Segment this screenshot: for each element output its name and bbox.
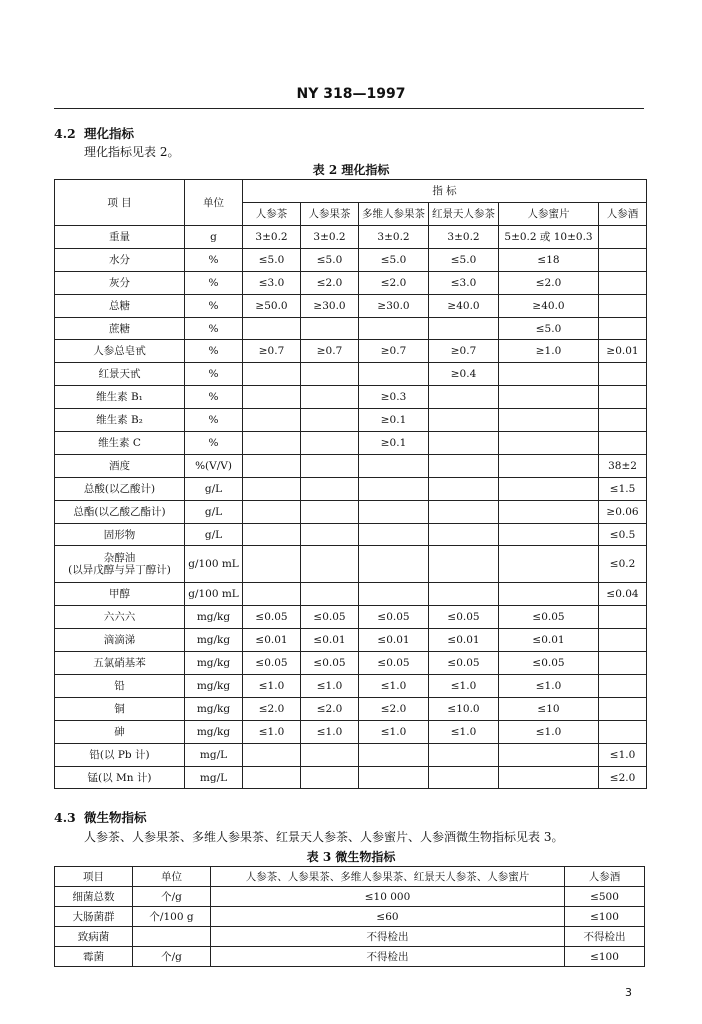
unit-cell: g/100 mL bbox=[185, 583, 243, 606]
table-row bbox=[55, 927, 645, 947]
value-cell bbox=[359, 546, 429, 583]
value-cell: ≥0.7 bbox=[359, 340, 429, 363]
value-cell: ≤100 bbox=[565, 907, 645, 927]
item-name: 维生素 C bbox=[55, 432, 185, 455]
value-cell: ≥50.0 bbox=[243, 294, 301, 317]
item-name: 细菌总数 bbox=[55, 887, 133, 907]
table3-caption: 表 3 微生物指标 bbox=[306, 850, 396, 864]
value-cell bbox=[429, 477, 499, 500]
item-name: 总酸(以乙酸计) bbox=[55, 477, 185, 500]
value-cell: ≥0.7 bbox=[243, 340, 301, 363]
item-name: 滴滴涕 bbox=[55, 629, 185, 652]
unit-cell: g/L bbox=[185, 500, 243, 523]
section-4-2-text: 理化指标见表 2。 bbox=[84, 145, 180, 159]
value-cell: ≤5.0 bbox=[359, 248, 429, 271]
table-row bbox=[55, 454, 647, 477]
value-cell: ≥0.3 bbox=[359, 386, 429, 409]
table3-body bbox=[55, 887, 645, 967]
unit-cell: % bbox=[185, 294, 243, 317]
value-cell: ≥0.06 bbox=[599, 500, 647, 523]
value-cell bbox=[359, 523, 429, 546]
value-cell bbox=[599, 226, 647, 249]
table-row bbox=[55, 675, 647, 698]
value-cell: ≤5.0 bbox=[243, 248, 301, 271]
value-cell: ≤1.5 bbox=[599, 477, 647, 500]
page-number: 3 bbox=[625, 986, 632, 999]
value-cell bbox=[243, 766, 301, 789]
value-cell: ≥0.1 bbox=[359, 432, 429, 455]
unit-cell: % bbox=[185, 409, 243, 432]
value-cell: ≤0.05 bbox=[243, 652, 301, 675]
table-row bbox=[55, 583, 647, 606]
value-cell: ≤0.05 bbox=[243, 606, 301, 629]
table-row bbox=[55, 720, 647, 743]
value-cell bbox=[243, 386, 301, 409]
value-cell bbox=[243, 432, 301, 455]
value-cell: ≥0.4 bbox=[429, 363, 499, 386]
item-name: 蔗糖 bbox=[55, 317, 185, 340]
value-cell: ≥30.0 bbox=[359, 294, 429, 317]
value-cell bbox=[301, 432, 359, 455]
value-cell bbox=[243, 546, 301, 583]
item-name: 重量 bbox=[55, 226, 185, 249]
value-cell bbox=[599, 294, 647, 317]
value-cell bbox=[243, 363, 301, 386]
unit-cell: % bbox=[185, 317, 243, 340]
table-row bbox=[55, 477, 647, 500]
value-cell bbox=[359, 500, 429, 523]
unit-cell: mg/kg bbox=[185, 652, 243, 675]
value-cell bbox=[429, 546, 499, 583]
value-cell: ≤5.0 bbox=[429, 248, 499, 271]
value-cell: ≤0.05 bbox=[429, 606, 499, 629]
value-cell: 3±0.2 bbox=[301, 226, 359, 249]
value-cell bbox=[359, 454, 429, 477]
value-cell bbox=[599, 248, 647, 271]
table2-head-unit: 单位 bbox=[185, 180, 243, 226]
table-row bbox=[55, 226, 647, 249]
value-cell bbox=[499, 766, 599, 789]
item-name: 霉菌 bbox=[55, 947, 133, 967]
value-cell bbox=[599, 363, 647, 386]
table3-head-products: 人参茶、人参果茶、多维人参果茶、红景天人参茶、人参蜜片 bbox=[211, 867, 565, 887]
unit-cell: 个/g bbox=[133, 947, 211, 967]
value-cell bbox=[499, 386, 599, 409]
unit-cell: mg/kg bbox=[185, 606, 243, 629]
value-cell: ≤0.01 bbox=[499, 629, 599, 652]
value-cell: ≤0.05 bbox=[499, 606, 599, 629]
value-cell bbox=[301, 523, 359, 546]
table-row bbox=[55, 766, 647, 789]
item-name: 铜 bbox=[55, 697, 185, 720]
value-cell bbox=[499, 432, 599, 455]
value-cell: ≤2.0 bbox=[359, 271, 429, 294]
value-cell: ≤0.01 bbox=[359, 629, 429, 652]
value-cell: ≤60 bbox=[211, 907, 565, 927]
value-cell bbox=[599, 432, 647, 455]
unit-cell: % bbox=[185, 386, 243, 409]
value-cell: ≥0.01 bbox=[599, 340, 647, 363]
item-name: 红景天甙 bbox=[55, 363, 185, 386]
value-cell: ≤100 bbox=[565, 947, 645, 967]
item-name: 铅(以 Pb 计) bbox=[55, 743, 185, 766]
unit-cell: % bbox=[185, 432, 243, 455]
value-cell bbox=[599, 606, 647, 629]
item-name: 水分 bbox=[55, 248, 185, 271]
value-cell: ≥30.0 bbox=[301, 294, 359, 317]
table3-head-unit: 单位 bbox=[133, 867, 211, 887]
table-row bbox=[55, 500, 647, 523]
value-cell bbox=[301, 546, 359, 583]
standard-header: NY 318—1997 bbox=[296, 86, 406, 102]
value-cell bbox=[599, 675, 647, 698]
value-cell bbox=[499, 409, 599, 432]
unit-cell bbox=[133, 927, 211, 947]
item-name: 砷 bbox=[55, 720, 185, 743]
value-cell: ≥1.0 bbox=[499, 340, 599, 363]
value-cell bbox=[499, 583, 599, 606]
value-cell bbox=[599, 409, 647, 432]
value-cell bbox=[301, 454, 359, 477]
unit-cell: g/L bbox=[185, 523, 243, 546]
unit-cell: mg/kg bbox=[185, 629, 243, 652]
value-cell bbox=[599, 629, 647, 652]
value-cell: ≤0.05 bbox=[359, 652, 429, 675]
item-name: 大肠菌群 bbox=[55, 907, 133, 927]
table3-microbiological bbox=[54, 866, 645, 967]
value-cell bbox=[359, 766, 429, 789]
table-row bbox=[55, 546, 647, 583]
value-cell: ≤1.0 bbox=[301, 675, 359, 698]
value-cell bbox=[301, 583, 359, 606]
value-cell: ≤1.0 bbox=[429, 675, 499, 698]
value-cell: ≤2.0 bbox=[301, 271, 359, 294]
table-row bbox=[55, 652, 647, 675]
value-cell bbox=[359, 743, 429, 766]
unit-cell: % bbox=[185, 248, 243, 271]
unit-cell: % bbox=[185, 340, 243, 363]
value-cell: ≤2.0 bbox=[359, 697, 429, 720]
unit-cell: mg/L bbox=[185, 766, 243, 789]
item-name: 维生素 B₁ bbox=[55, 386, 185, 409]
value-cell bbox=[243, 477, 301, 500]
value-cell: ≤18 bbox=[499, 248, 599, 271]
value-cell: ≤1.0 bbox=[499, 720, 599, 743]
value-cell bbox=[599, 386, 647, 409]
value-cell: ≤2.0 bbox=[243, 697, 301, 720]
value-cell: ≤2.0 bbox=[499, 271, 599, 294]
value-cell: ≤10 000 bbox=[211, 887, 565, 907]
table2-col-header: 人参蜜片 bbox=[499, 203, 599, 226]
value-cell bbox=[301, 743, 359, 766]
value-cell bbox=[429, 409, 499, 432]
value-cell: ≥0.1 bbox=[359, 409, 429, 432]
table-row bbox=[55, 340, 647, 363]
item-name: 灰分 bbox=[55, 271, 185, 294]
value-cell bbox=[243, 523, 301, 546]
item-name: 锰(以 Mn 计) bbox=[55, 766, 185, 789]
value-cell bbox=[301, 477, 359, 500]
item-name: 人参总皂甙 bbox=[55, 340, 185, 363]
unit-cell: %(V/V) bbox=[185, 454, 243, 477]
value-cell bbox=[429, 523, 499, 546]
item-name: 总酯(以乙酸乙酯计) bbox=[55, 500, 185, 523]
value-cell bbox=[499, 363, 599, 386]
value-cell bbox=[599, 652, 647, 675]
section-4-3-text: 人参茶、人参果茶、多维人参果茶、红景天人参茶、人参蜜片、人参酒微生物指标见表 3。 bbox=[84, 830, 564, 844]
table2-col-header: 人参茶 bbox=[243, 203, 301, 226]
value-cell: ≤0.01 bbox=[243, 629, 301, 652]
value-cell bbox=[429, 317, 499, 340]
value-cell bbox=[499, 523, 599, 546]
value-cell bbox=[499, 500, 599, 523]
value-cell bbox=[301, 363, 359, 386]
value-cell: ≥40.0 bbox=[429, 294, 499, 317]
value-cell bbox=[429, 500, 499, 523]
unit-cell: mg/L bbox=[185, 743, 243, 766]
value-cell: ≤2.0 bbox=[301, 697, 359, 720]
value-cell: 不得检出 bbox=[565, 927, 645, 947]
value-cell: ≤0.05 bbox=[301, 652, 359, 675]
table2-col-header: 多维人参果茶 bbox=[359, 203, 429, 226]
value-cell bbox=[499, 477, 599, 500]
table-row bbox=[55, 743, 647, 766]
value-cell: ≤1.0 bbox=[243, 675, 301, 698]
value-cell: ≤0.05 bbox=[359, 606, 429, 629]
item-name: 总糖 bbox=[55, 294, 185, 317]
value-cell bbox=[359, 363, 429, 386]
value-cell bbox=[243, 454, 301, 477]
table2-head-group: 指 标 bbox=[243, 180, 647, 203]
value-cell bbox=[359, 317, 429, 340]
value-cell bbox=[301, 409, 359, 432]
value-cell bbox=[243, 317, 301, 340]
table3-head-item: 项目 bbox=[55, 867, 133, 887]
item-name: 致病菌 bbox=[55, 927, 133, 947]
table2-col-header: 人参果茶 bbox=[301, 203, 359, 226]
value-cell bbox=[599, 720, 647, 743]
value-cell bbox=[243, 743, 301, 766]
item-name: 甲醇 bbox=[55, 583, 185, 606]
value-cell bbox=[301, 766, 359, 789]
value-cell: ≤1.0 bbox=[359, 720, 429, 743]
value-cell: 3±0.2 bbox=[429, 226, 499, 249]
table-row bbox=[55, 386, 647, 409]
value-cell bbox=[499, 546, 599, 583]
value-cell: ≥0.7 bbox=[301, 340, 359, 363]
section-4-3-heading bbox=[54, 808, 147, 826]
unit-cell: 个/g bbox=[133, 887, 211, 907]
unit-cell: mg/kg bbox=[185, 697, 243, 720]
table2-physicochemical bbox=[54, 179, 647, 789]
unit-cell: g bbox=[185, 226, 243, 249]
value-cell: 3±0.2 bbox=[359, 226, 429, 249]
value-cell: ≤10.0 bbox=[429, 697, 499, 720]
table-row bbox=[55, 523, 647, 546]
item-name: 六六六 bbox=[55, 606, 185, 629]
unit-cell: g/L bbox=[185, 477, 243, 500]
value-cell: ≤0.2 bbox=[599, 546, 647, 583]
header-rule bbox=[54, 108, 644, 109]
value-cell bbox=[429, 454, 499, 477]
table-row bbox=[55, 409, 647, 432]
value-cell bbox=[243, 583, 301, 606]
value-cell: ≥40.0 bbox=[499, 294, 599, 317]
unit-cell: g/100 mL bbox=[185, 546, 243, 583]
value-cell: ≤0.01 bbox=[429, 629, 499, 652]
item-name: 固形物 bbox=[55, 523, 185, 546]
table-row bbox=[55, 271, 647, 294]
table-row bbox=[55, 606, 647, 629]
section-title: 微生物指标 bbox=[84, 810, 147, 825]
table-row bbox=[55, 907, 645, 927]
value-cell bbox=[429, 432, 499, 455]
table2-body bbox=[55, 226, 647, 789]
unit-cell: % bbox=[185, 271, 243, 294]
value-cell: ≤3.0 bbox=[243, 271, 301, 294]
value-cell: ≤0.05 bbox=[499, 652, 599, 675]
value-cell: ≤0.04 bbox=[599, 583, 647, 606]
value-cell bbox=[301, 317, 359, 340]
value-cell: ≤500 bbox=[565, 887, 645, 907]
value-cell bbox=[301, 386, 359, 409]
value-cell: ≤0.01 bbox=[301, 629, 359, 652]
section-number: 4.3 bbox=[54, 810, 76, 825]
value-cell: ≤5.0 bbox=[499, 317, 599, 340]
value-cell bbox=[429, 583, 499, 606]
value-cell: ≤0.05 bbox=[429, 652, 499, 675]
section-title: 理化指标 bbox=[84, 126, 135, 141]
table-row bbox=[55, 432, 647, 455]
value-cell: 5±0.2 或 10±0.3 bbox=[499, 226, 599, 249]
value-cell: ≤5.0 bbox=[301, 248, 359, 271]
table-row bbox=[55, 697, 647, 720]
value-cell: 3±0.2 bbox=[243, 226, 301, 249]
table2-col-header: 红景天人参茶 bbox=[429, 203, 499, 226]
value-cell bbox=[359, 583, 429, 606]
table-row bbox=[55, 248, 647, 271]
value-cell bbox=[429, 766, 499, 789]
value-cell bbox=[243, 409, 301, 432]
value-cell: ≤1.0 bbox=[599, 743, 647, 766]
value-cell: ≤1.0 bbox=[301, 720, 359, 743]
table-row bbox=[55, 317, 647, 340]
table-row bbox=[55, 294, 647, 317]
unit-cell: 个/100 g bbox=[133, 907, 211, 927]
value-cell bbox=[499, 454, 599, 477]
value-cell bbox=[429, 743, 499, 766]
value-cell: ≤0.5 bbox=[599, 523, 647, 546]
item-name: 铅 bbox=[55, 675, 185, 698]
item-name: 杂醇油 (以异戊醇与异丁醇计) bbox=[55, 546, 185, 583]
item-name: 酒度 bbox=[55, 454, 185, 477]
table-row bbox=[55, 629, 647, 652]
value-cell: 不得检出 bbox=[211, 947, 565, 967]
section-4-2-heading bbox=[54, 124, 134, 142]
value-cell bbox=[359, 477, 429, 500]
value-cell: ≥0.7 bbox=[429, 340, 499, 363]
value-cell: ≤1.0 bbox=[243, 720, 301, 743]
value-cell: ≤0.05 bbox=[301, 606, 359, 629]
value-cell: 38±2 bbox=[599, 454, 647, 477]
value-cell: ≤1.0 bbox=[499, 675, 599, 698]
section-number: 4.2 bbox=[54, 126, 76, 141]
unit-cell: % bbox=[185, 363, 243, 386]
unit-cell: mg/kg bbox=[185, 720, 243, 743]
value-cell: ≤1.0 bbox=[359, 675, 429, 698]
value-cell: ≤10 bbox=[499, 697, 599, 720]
table-row bbox=[55, 887, 645, 907]
table-row bbox=[55, 947, 645, 967]
value-cell bbox=[599, 317, 647, 340]
item-name: 维生素 B₂ bbox=[55, 409, 185, 432]
unit-cell: mg/kg bbox=[185, 675, 243, 698]
value-cell bbox=[499, 743, 599, 766]
value-cell: ≤1.0 bbox=[429, 720, 499, 743]
value-cell bbox=[243, 500, 301, 523]
table2-caption: 表 2 理化指标 bbox=[312, 163, 390, 177]
table2-head-item: 项 目 bbox=[55, 180, 185, 226]
value-cell: 不得检出 bbox=[211, 927, 565, 947]
value-cell: ≤3.0 bbox=[429, 271, 499, 294]
value-cell bbox=[599, 697, 647, 720]
table-row bbox=[55, 363, 647, 386]
value-cell bbox=[599, 271, 647, 294]
value-cell bbox=[429, 386, 499, 409]
table3-head-wine: 人参酒 bbox=[565, 867, 645, 887]
table2-col-header: 人参酒 bbox=[599, 203, 647, 226]
item-name: 五氯硝基苯 bbox=[55, 652, 185, 675]
value-cell bbox=[301, 500, 359, 523]
value-cell: ≤2.0 bbox=[599, 766, 647, 789]
